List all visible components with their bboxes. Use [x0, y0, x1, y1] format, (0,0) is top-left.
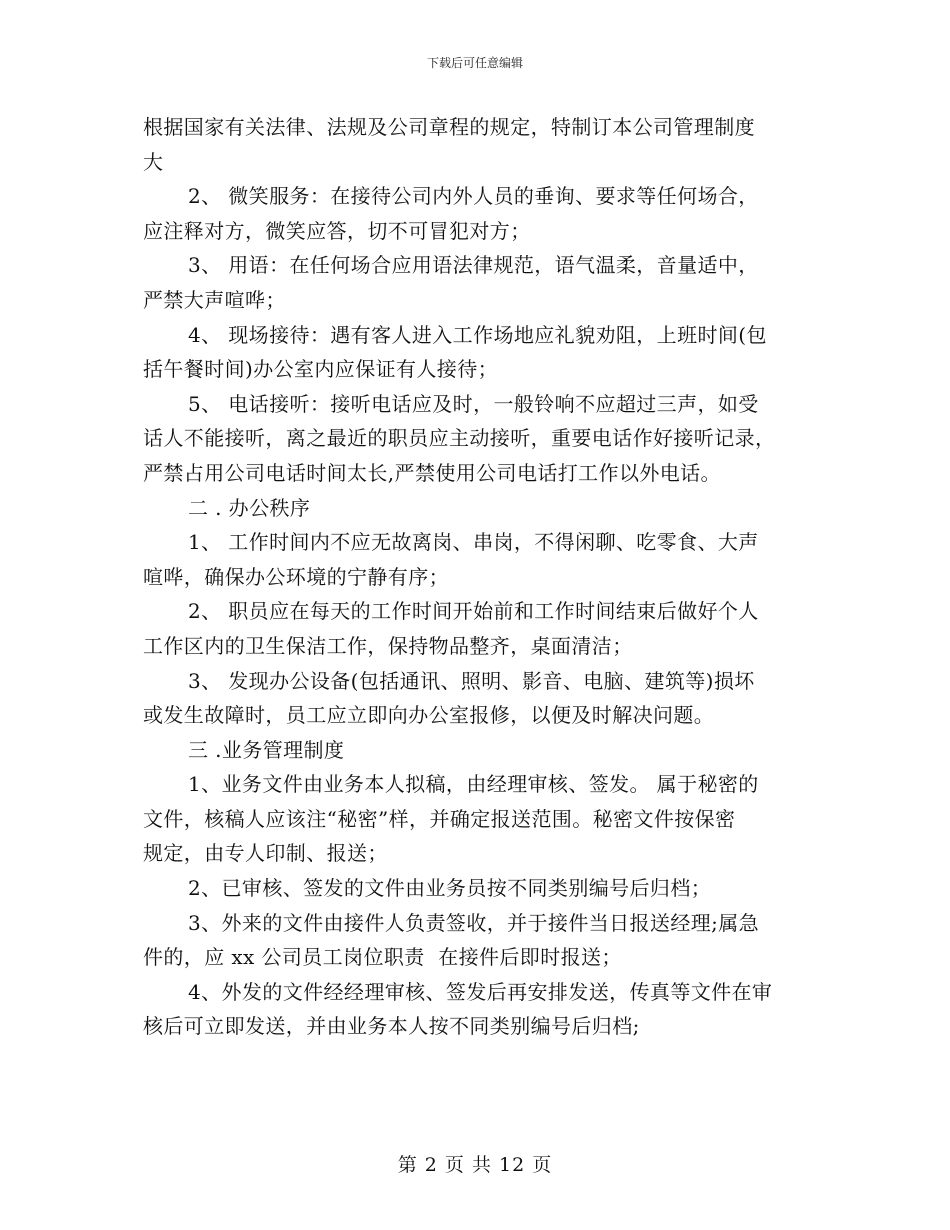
text-line: 严禁大声喧哗；: [143, 287, 286, 312]
section-heading: 三 .业务管理制度: [188, 737, 345, 762]
text-line: 件的，应 xx 公司员工岗位职责 在接件后即时报送；: [143, 945, 622, 970]
text-line: 喧哗，确保办公环境的宁静有序；: [143, 564, 449, 589]
text-line: 2、 职员应在每天的工作时间开始前和工作时间结束后做好个人: [188, 599, 759, 624]
text-line: 应注释对方，微笑应答，切不可冒犯对方；: [143, 218, 531, 243]
text-line: 括午餐时间)办公室内应保证有人接待；: [143, 357, 499, 382]
text-line: 2、 微笑服务：在接待公司内外人员的垂询、要求等任何场合，: [188, 184, 759, 209]
text-line: 3、外来的文件由接件人负责签收，并于接件当日报送经理;属急: [188, 910, 760, 935]
text-line: 话人不能接听，离之最近的职员应主动接听，重要电话作好接听记录，: [143, 426, 776, 451]
text-line: 核后可立即发送，并由业务本人按不同类别编号后归档;: [143, 1014, 640, 1039]
page-header: 下载后可任意编辑: [426, 56, 523, 70]
page-footer: 第 2 页 共 12 页: [397, 1154, 553, 1176]
text-line: 根据国家有关法律、法规及公司章程的规定，特制订本公司管理制度: [143, 115, 755, 139]
document-body: [143, 110, 813, 1044]
text-line: 2、已审核、签发的文件由业务员按不同类别编号后归档；: [188, 876, 712, 901]
text-line: 大: [143, 149, 164, 174]
text-line: 规定，由专人印制、报送；: [143, 841, 388, 866]
section-heading: 二 . 办公秩序: [188, 495, 311, 520]
text-line: 严禁占用公司电话时间太长,严禁使用公司电话打工作以外电话。: [143, 460, 721, 485]
text-line: 3、 发现办公设备(包括通讯、照明、影音、电脑、建筑等)损坏: [188, 668, 755, 693]
text-line: 文件，核稿人应该注“秘密”样，并确定报送范围。秘密文件按保密: [143, 806, 736, 831]
text-line: 3、 用语：在任何场合应用语法律规范，语气温柔，音量适中，: [188, 253, 759, 278]
text-line: 4、 现场接待：遇有客人进入工作场地应礼貌劝阻，上班时间(包: [188, 322, 767, 347]
text-line: 4、外发的文件经经理审核、签发后再安排发送，传真等文件在审: [188, 979, 773, 1004]
text-line: 1、业务文件由业务本人拟稿，由经理审核、签发。 属于秘密的: [188, 772, 759, 797]
text-line: 工作区内的卫生保洁工作，保持物品整齐，桌面清洁；: [143, 633, 633, 658]
text-line: 或发生故障时，员工应立即向办公室报修，以便及时解决问题。: [143, 703, 715, 728]
text-line: 1、 工作时间内不应无故离岗、串岗，不得闲聊、吃零食、大声: [188, 530, 759, 555]
text-line: 5、 电话接听：接听电话应及时，一般铃响不应超过三声，如受: [188, 391, 759, 416]
